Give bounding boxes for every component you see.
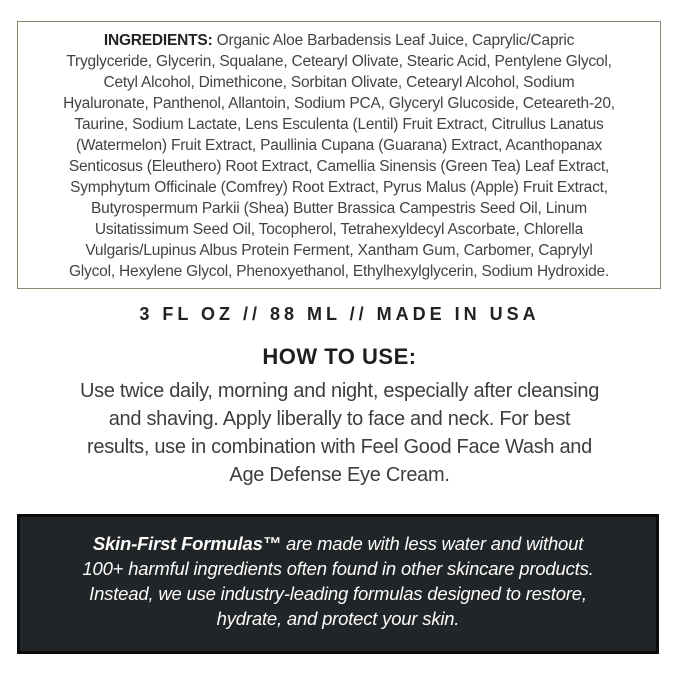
skin-first-formulas-claims-box — [17, 514, 659, 654]
how-to-use-line: and shaving. Apply liberally to face and neck. For best — [108, 408, 571, 430]
how-to-use-line: Age Defense Eye Cream. — [229, 464, 450, 486]
ingredients-line: Usitatissimum Seed Oil, Tocopherol, Tetrahexyldecyl Ascorbate, Chlorella — [94, 221, 584, 238]
ingredients-line: (Watermelon) Fruit Extract, Paullinia Cupana (Guarana) Extract, Acanthopanax — [75, 137, 603, 154]
claims-line: Instead, we use industry-leading formulas designed to restore, — [89, 583, 587, 604]
ingredients-line: Glycol, Hexylene Glycol, Phenoxyethanol, Ethylhexylglycerin, Sodium Hydroxide. — [68, 263, 610, 280]
how-to-use-line: Use twice daily, morning and night, especially after cleansing — [79, 380, 600, 402]
claims-line — [20, 531, 656, 556]
ingredients-line-text: Organic Aloe Barbadensis Leaf Juice, Caprylic/Capric — [212, 32, 575, 49]
ingredients-line: Butyrospermum Parkii (Shea) Butter Brassica Campestris Seed Oil, Linum — [91, 200, 587, 217]
ingredients-line: Vulgaris/Lupinus Albus Protein Ferment, Xantham Gum, Carbomer, Caprylyl — [85, 242, 593, 259]
ingredients-line: Symphytum Officinale (Comfrey) Root Extract, Pyrus Malus (Apple) Fruit Extract, — [70, 179, 608, 196]
size-and-origin-line: 3 FL OZ // 88 ML // MADE IN USA — [139, 304, 540, 324]
claims-line: hydrate, and protect your skin. — [216, 608, 460, 629]
brand-phrase: Skin-First Formulas™ — [92, 533, 282, 554]
claims-line: 100+ harmful ingredients often found in other skincare products. — [82, 558, 594, 579]
how-to-use-text — [0, 377, 679, 489]
how-to-use-heading: HOW TO USE: — [262, 344, 417, 369]
ingredients-line: Taurine, Sodium Lactate, Lens Esculenta (Lentil) Fruit Extract, Citrullus Lanatus — [74, 116, 604, 133]
ingredients-label: INGREDIENTS: — [103, 32, 213, 49]
ingredients-line: Tryglyceride, Glycerin, Squalane, Cetearyl Olivate, Stearic Acid, Pentylene Glycol, — [66, 53, 612, 70]
claims-line-text: are made with less water and without — [281, 533, 584, 554]
ingredients-box — [17, 21, 661, 289]
ingredients-line — [18, 30, 660, 51]
ingredients-line: Cetyl Alcohol, Dimethicone, Sorbitan Olivate, Cetearyl Alcohol, Sodium — [103, 74, 575, 91]
ingredients-line: Hyaluronate, Panthenol, Allantoin, Sodium PCA, Glyceryl Glucoside, Ceteareth-20, — [63, 95, 615, 112]
ingredients-line: Senticosus (Eleuthero) Root Extract, Camellia Sinensis (Green Tea) Leaf Extract, — [68, 158, 610, 175]
how-to-use-line: results, use in combination with Feel Good Face Wash and — [87, 436, 592, 458]
